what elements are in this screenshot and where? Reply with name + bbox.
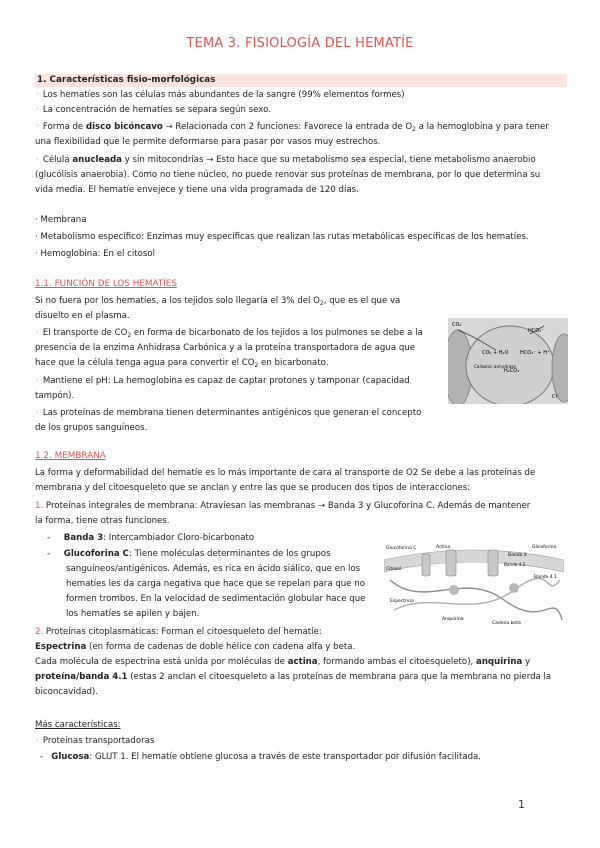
section-heading-1-1: 1.1. FUNCIÓN DE LOS HEMATÍES [35, 279, 177, 289]
paragraph: los hematíes se apilen y bajen. [66, 609, 200, 619]
section-heading-1: 1. Características fisio-morfológicas [35, 74, 567, 87]
label-actina: Actina [436, 545, 451, 550]
bullet-icon: ◦ [35, 736, 43, 746]
paragraph: 1. Proteínas integrales de membrana: Atraviesan las membranas → Banda 3 y Glucoforina C. Además de mantener [35, 501, 531, 511]
paragraph: la forma, tiene otras funciones. [35, 516, 170, 526]
paragraph: 2. Proteínas citoplasmáticas: Forman el citoesqueleto del hematíe: [35, 627, 322, 637]
paragraph: Si no fuera por los hematíes, a los tejidos solo llegaría el 3% del $O_2$, que es el que va [35, 296, 401, 307]
paragraph: Cada molécula de espectrina está unida por moléculas de actina, formando ambas el citoesqueleto), anquirina y [35, 657, 531, 667]
paragraph: ◦ Los hematíes son las células más abundantes de la sangre (99% elementos formes) [35, 90, 405, 100]
paragraph: ◦ El transporte de $CO_2$ en forma de bicarbonato de los tejidos a los pulmones se debe a la [35, 328, 423, 339]
label-cl: Cl⁻ [552, 394, 560, 400]
label-enzyme: Carbonic anhydrase [474, 364, 516, 369]
paragraph: sanguíneos/antigénicos. Además, es rica en ácido siálico, que en los [66, 564, 361, 574]
list-item: - Glucoforina C: Tiene moléculas determinantes de los grupos [47, 549, 331, 559]
paragraph: formen trombos. En la velocidad de sedimentación globular hace que [66, 594, 366, 604]
bullet-icon: ◦ [35, 328, 43, 338]
label-banda42: Banda 4.2 [504, 562, 526, 567]
paragraph: tampón). [35, 391, 75, 401]
paragraph: proteína/banda 4.1 (estas 2 anclan el citoesqueleto a las proteínas de membrana para que la membrana no pierda la [35, 672, 552, 682]
bullet-icon: ◦ [35, 155, 43, 165]
label-co2: CO₂ [452, 322, 462, 328]
page-title: TEMA 3. FISIOLOGÍA DEL HEMATÍE [186, 36, 414, 51]
protein-band3 [446, 550, 456, 576]
bullet-icon: ◦ [35, 90, 43, 100]
subheading: Más características: [35, 720, 121, 730]
label-banda41: Banda 4.1 [534, 575, 557, 580]
list-item: · Membrana [35, 215, 87, 225]
list-item: - Banda 3: Intercambiador Cloro-bicarbonato [47, 533, 255, 543]
bullet-icon: ◦ [35, 105, 43, 115]
label-citosol: Citosol [386, 567, 402, 572]
paragraph: hematíes les da carga negativa que hace que se repelan para que no [66, 579, 365, 589]
paragraph: presencia de la enzima Anhidrasa Carbónica y a la proteína transportadora de agua que [35, 343, 416, 353]
paragraph: biconcavidad). [35, 687, 98, 697]
paragraph: Espectrina (en forma de cadenas de doble hélice con cadena alfa y beta. [35, 642, 356, 652]
bullet-icon: ◦ [35, 408, 43, 418]
label-h2co3: H₂CO₃ [504, 368, 520, 374]
paragraph: ◦ Mantiene el pH: La hemoglobina es capaz de captar protones y tamponar (capacidad [35, 376, 410, 386]
protein-glycophorin-c [422, 554, 430, 576]
label-anquirina: Anquirina [442, 617, 464, 622]
bullet-icon: ◦ [35, 376, 43, 386]
label-banda3: Banda 3 [508, 553, 527, 558]
carbonic-anhydrase-figure [448, 318, 568, 404]
protein-glycophorin [488, 550, 498, 576]
protein-ankyrin [449, 585, 459, 595]
label-hco3-h: HCO₃⁻ + H⁺ [520, 350, 550, 356]
paragraph: disuelto en el plasma. [35, 311, 130, 321]
label-glicoforina: Glicoforina [532, 545, 557, 550]
list-item: · Metabolismo específico: Enzimas muy específicas que realizan las rutas metabólicas específicas de los hematíes. [35, 232, 529, 242]
list-item: ◦ Proteínas transportadoras [35, 736, 155, 746]
paragraph: ◦ La concentración de hematíes se separa según sexo. [35, 105, 271, 115]
paragraph: membrana y del citoesqueleto que se anclan y entre las que se producen dos tipos de interacciones: [35, 483, 471, 493]
label-espectrina: Espectrina [390, 599, 414, 604]
paragraph: hace que la célula tenga agua para convertir el $CO_2$ en bicarbonato. [35, 358, 329, 369]
paragraph: ◦ Célula anucleada y sin mitocondrias → Esto hace que su metabolismo sea especial, tiene metabolismo anaerobio [35, 155, 536, 165]
list-item: · Hemoglobina: En el citosol [35, 249, 156, 259]
paragraph: (glucólisis anaerobia). Como no tiene núcleo, no puede renovar sus proteínas de membrana, por lo que determina su [35, 170, 541, 180]
label-hco3: HCO₃⁻ [528, 328, 544, 334]
label-glucoforina: Glucoforina C [386, 546, 417, 551]
protein-band41 [509, 583, 519, 593]
label-equation: CO₂ + H₂O [482, 350, 509, 356]
paragraph: ◦ Las proteínas de membrana tienen determinantes antigénicos que generan el concepto [35, 408, 422, 418]
bullet-icon: ◦ [35, 122, 43, 132]
paragraph: La forma y deformabilidad del hematíe es lo más importante de cara al transporte de O2 Se debe a las proteínas de [35, 468, 536, 478]
label-cadena-beta: Cadena beta [492, 621, 521, 626]
page-number: 1 [518, 798, 525, 811]
paragraph: vida media. El hematíe envejece y tiene una vida programada de 120 días. [35, 185, 359, 195]
paragraph: ◦ Forma de disco bicóncavo → Relacionada con 2 funciones: Favorece la entrada de $O_2$ a la hemoglobina y para tener [35, 122, 549, 133]
membrane-cytoskeleton-figure [384, 540, 564, 630]
list-item: - Glucosa: GLUT 1. El hematíe obtiene glucosa a través de este transportador por difusión facilitada. [40, 752, 482, 762]
paragraph: una flexibilidad que le permite deformarse para pasar por vasos muy estrechos. [35, 137, 381, 147]
section-heading-1-2: 1.2. MEMBRANA [35, 451, 106, 461]
paragraph: de los grupos sanguíneos. [35, 423, 148, 433]
